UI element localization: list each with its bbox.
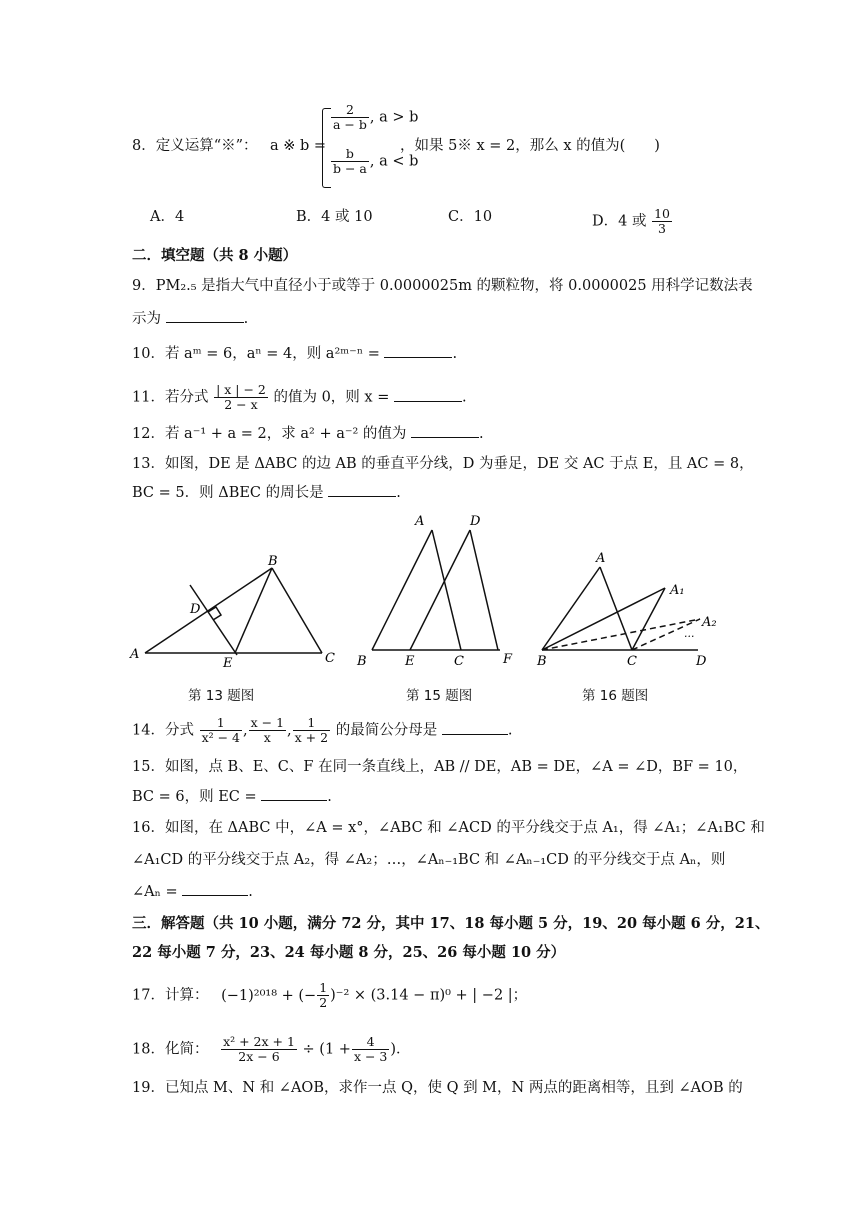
q14-end: . [507,722,513,739]
caption-figure-16: 第 16 题图 [582,688,649,704]
q15-line-1: 15．如图，点 B、E、C、F 在同一条直线上，AB // DE，AB = DE，∠A = ∠D，BF = 10， [132,759,748,775]
q8-option-d-den: 3 [658,221,666,236]
q14-answer-blank[interactable] [442,720,508,735]
q9-line-1: 9．PM₂.₅ 是指大气中直径小于或等于 0.0000025m 的颗粒物，将 0.0000025 用科学记数法表 [132,278,753,294]
f16-line-ba1 [542,588,665,650]
q17-frac-den: 2 [319,995,328,1010]
q9-line-2-text: 示为 [132,311,161,327]
f16-label-a1: A₁ [670,583,685,598]
q14-frac3-den: x + 2 [294,730,329,745]
q12-text: 12．若 a⁻¹ + a = 2，求 a² + a⁻² 的值为 [132,426,407,442]
q8-case1-cond: , a > b [369,109,419,126]
q18-frac2-num: 4 [352,1035,389,1050]
q10-end: . [452,346,458,362]
q15-line-2-text: BC = 6，则 EC = [132,789,257,805]
q14-frac3-num: 1 [293,716,330,731]
q14-frac1-den: x² − 4 [201,730,240,745]
q16-line-2: ∠A₁CD 的平分线交于点 A₂，得 ∠A₂；…，∠Aₙ₋₁BC 和 ∠Aₙ₋₁CD 的平分线交于点 Aₙ，则 [132,852,726,868]
f15-line-ba [372,530,432,650]
q15-end: . [327,789,332,805]
f13-line-bc [272,568,322,653]
f15-label-a: A [415,514,425,529]
caption-figure-15: 第 15 题图 [406,688,473,704]
q14-frac2-den: x [263,730,271,745]
f16-line-ba2 [542,619,700,650]
q10-answer-blank[interactable] [384,343,452,358]
q17-frac-num: 1 [319,980,328,995]
f16-line-ba [542,567,600,650]
f16-label-a2: A₂ [702,615,717,630]
q12-answer-blank[interactable] [411,423,479,438]
q12-end: . [479,426,484,442]
q13-line-2-text: BC = 5．则 ΔBEC 的周长是 [132,485,324,501]
section-3-line-2 [132,943,565,963]
f15-line-df [470,530,498,650]
q8-case1-den: a − b [333,117,367,132]
f15-line-ed [410,530,470,650]
section-2-title: 二．填空题（共 8 小题） [132,247,298,264]
q18-prefix: 18．化简： [132,1041,209,1058]
q9-end: . [243,311,249,327]
q11-answer-blank[interactable] [394,387,462,402]
figure-15 [372,530,500,650]
f15-label-f: F [503,652,513,667]
f16-label-a: A [596,551,606,566]
q16-end: . [248,884,253,900]
f15-label-e: E [405,654,415,669]
q16-line-3 [132,881,253,902]
f15-line-ac [432,530,461,650]
q16-line-3-text: ∠Aₙ = [132,884,178,900]
q10-line [132,343,457,364]
q13-line-1: 13．如图，DE 是 ΔABC 的边 AB 的垂直平分线，D 为垂足，DE 交 AC 于点 E，且 AC = 8， [132,456,754,472]
f16-line-ca1 [632,588,665,650]
f13-label-a: A [130,647,140,662]
section-3-line-1 [132,914,769,934]
q18-frac1-den: 2x − 6 [238,1049,280,1064]
f13-label-c: C [325,651,335,666]
caption-figure-13: 第 13 题图 [188,688,255,704]
q11-prefix: 11．若分式 [132,389,209,406]
section-3-title-2: 22 每小题 7 分，23、24 每小题 8 分，25、26 每小题 10 分） [132,944,566,961]
q8-option-b: B．4 或 10 [296,209,373,225]
q11-num: | x | − 2 [216,382,266,397]
f16-label-b: B [537,654,547,669]
q8-case2-cond: , a < b [369,153,419,170]
q8-operator: a ※ b = [270,138,327,154]
q14-prefix: 14．分式 [132,722,194,739]
q17-line [132,981,527,1010]
figure-13 [145,568,322,655]
f16-dots: ··· [684,630,695,643]
f13-label-b: B [268,554,278,569]
q10-text: 10．若 aᵐ = 6，aⁿ = 4，则 a²ᵐ⁻ⁿ = [132,346,380,362]
q8-prefix: 8．定义运算“※”： [132,138,258,154]
q16-answer-blank[interactable] [182,881,248,896]
q17-part-2: )⁻² × (3.14 − π)⁰ + | −2 |； [330,987,528,1004]
q8-case2-num: b [331,147,369,162]
q18-end: )． [390,1041,411,1058]
q11-line [132,383,467,412]
q17-prefix: 17．计算： [132,987,209,1004]
q13-line-2 [132,482,401,503]
q14-line [132,716,512,745]
q14-frac1-num: 1 [200,716,242,731]
q8-option-a: A．4 [150,209,185,225]
q11-mid: 的值为 0，则 x = [273,389,390,406]
q18-mid: ÷ (1 + [302,1041,351,1058]
f15-label-d: D [470,514,481,529]
f16-label-c: C [627,654,637,669]
q18-frac2-den: x − 3 [353,1049,388,1064]
q15-line-2 [132,786,332,807]
q15-answer-blank[interactable] [261,786,327,801]
section-3-title-1: 三．解答题（共 10 小题，满分 72 分，其中 17、18 每小题 5 分，19、20 每小题 6 分，21、 [132,915,770,932]
f13-label-d: D [190,602,201,617]
q9-line-2 [132,308,248,329]
q14-suffix: 的最简公分母是 [335,722,438,739]
q8-suffix: ，如果 5※ x = 2，那么 x 的值为( ) [400,138,660,154]
q17-part-1: (−1)²⁰¹⁸ + (− [221,987,317,1004]
q8-case2-den: b − a [333,161,367,176]
f15-label-c: C [454,654,464,669]
figure-16 [542,567,700,650]
q8-option-d [592,207,673,236]
q8-option-d-num: 10 [654,206,670,221]
q11-den: 2 − x [224,397,258,412]
q14-sep-1: , [243,722,248,739]
f13-label-e: E [223,656,233,671]
figures-row [0,505,860,680]
q19-line: 19．已知点 M、N 和 ∠AOB，求作一点 Q，使 Q 到 M，N 两点的距离相等，且到 ∠AOB 的 [132,1080,743,1096]
q13-answer-blank[interactable] [328,482,396,497]
q8-case1 [330,103,418,132]
q11-end: . [461,389,467,406]
q16-line-1: 16．如图，在 ΔABC 中，∠A = x°，∠ABC 和 ∠ACD 的平分线交于点 A₁，得 ∠A₁；∠A₁BC 和 [132,820,765,836]
q13-end: . [396,485,401,501]
q18-line [132,1035,411,1064]
f16-label-d: D [696,654,707,669]
q9-answer-blank[interactable] [166,308,244,323]
q18-frac1-num: x² + 2x + 1 [223,1034,295,1049]
q8-option-d-prefix: D．4 或 [592,213,647,230]
section-2-heading [132,246,297,266]
q14-frac2-num: x − 1 [250,715,285,730]
q14-sep-2: , [287,722,292,739]
q12-line [132,423,484,444]
q8-case1-num: 2 [331,103,369,118]
q8-option-c: C．10 [448,209,493,225]
f15-label-b: B [357,654,367,669]
